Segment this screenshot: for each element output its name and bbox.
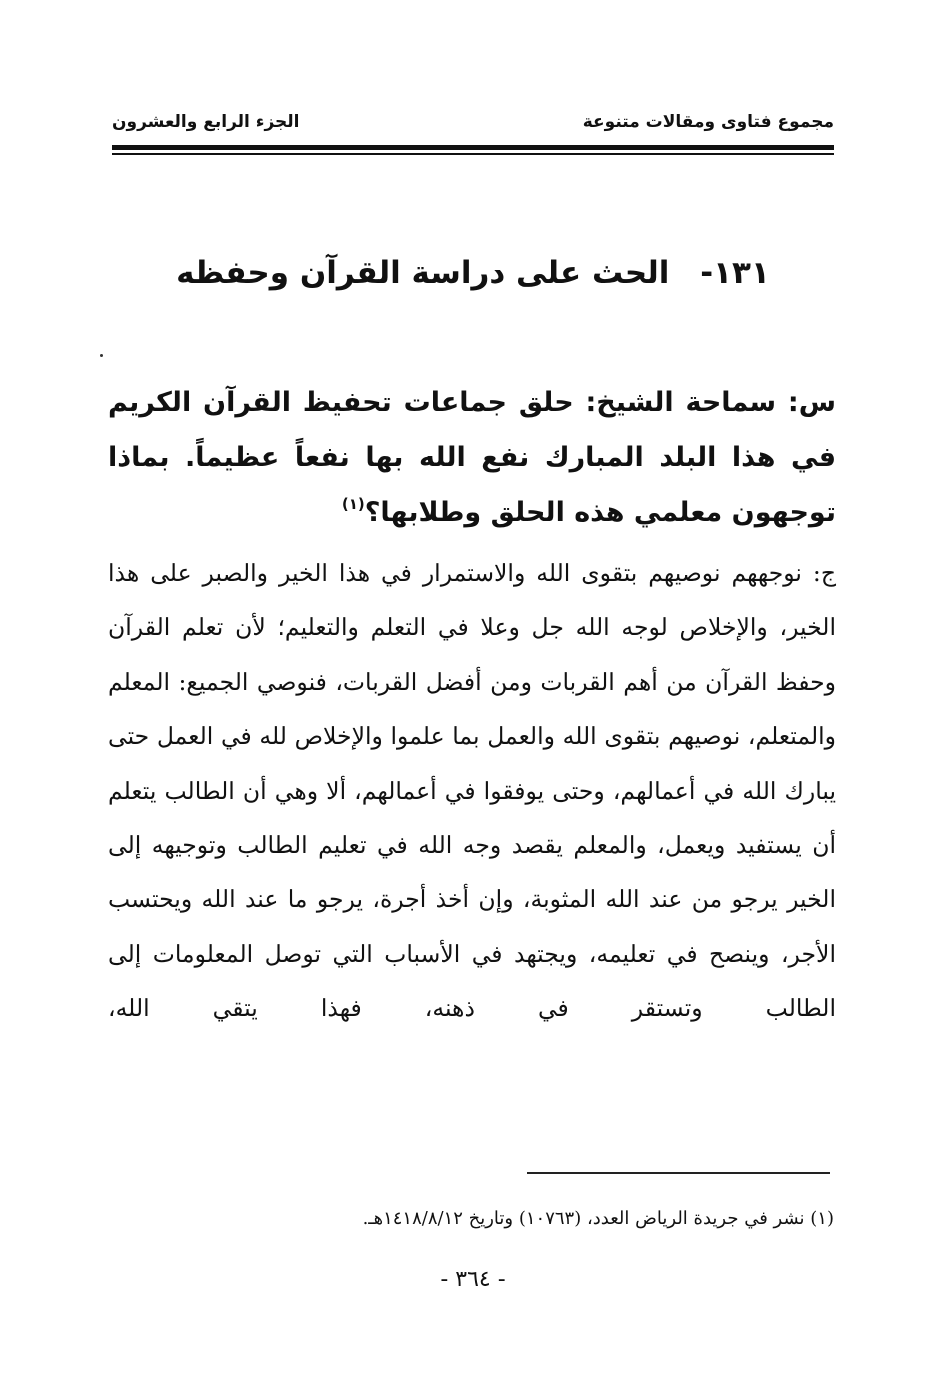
chapter-number: ١٣١- bbox=[700, 255, 770, 291]
page-number: - ٣٦٤ - bbox=[440, 1267, 506, 1292]
footnote-separator bbox=[527, 1172, 830, 1174]
scan-speck bbox=[100, 354, 103, 357]
header-rule-thin bbox=[112, 153, 834, 155]
question-paragraph bbox=[108, 375, 836, 540]
chapter-heading bbox=[112, 248, 834, 298]
chapter-title: الحث على دراسة القرآن وحفظه bbox=[176, 255, 670, 291]
book-title: مجموع فتاوى ومقالات متنوعة bbox=[582, 112, 834, 132]
answer-text: ج: نوجههم نوصيهم بتقوى الله والاستمرار في هذا الخير والصبر على هذا الخير، والإخلاص لوجه الله جل وعلا في التعلم والتعليم؛ لأن تعلم القرآن وحفظ القرآن من أهم القربات ومن أفضل القربات، فنوصي الجميع: المعلم والمتعلم، نوصيهم بتقوى الله والعمل بما علموا والإخلاص لله في العمل حتى يبارك الله في أعمالهم، وحتى يوفقوا في أعمالهم، ألا وهي أن الطالب يتعلم أن يستفيد ويعمل، والمعلم يقصد وجه الله في تعليم الطالب وتوجيهه إلى الخير يرجو من عند الله المثوبة، وإن أخذ أجرة، يرجو ما عند الله ويحتسب الأجر، وينصح في تعليمه، ويجتهد في الأسباب التي توصل المعلومات إلى الطالب وتستقر في ذهنه، فهذا يتقي الله، bbox=[108, 559, 836, 1023]
running-header bbox=[112, 110, 834, 144]
footnote bbox=[112, 1204, 834, 1234]
footnote-text: نشر في جريدة الرياض العدد، (١٠٧٦٣) وتاريخ ١٤١٨/٨/١٢هـ. bbox=[362, 1208, 805, 1229]
question-text: س: سماحة الشيخ: حلق جماعات تحفيظ القرآن الكريم في هذا البلد المبارك نفع الله بها نفعاً عظيماً. بماذا توجهون معلمي هذه الحلق وطلابها؟ bbox=[108, 387, 836, 528]
header-rule-thick bbox=[112, 145, 834, 150]
footnote-reference: (١) bbox=[341, 495, 365, 513]
answer-paragraph bbox=[108, 546, 836, 1036]
volume-label: الجزء الرابع والعشرون bbox=[112, 112, 300, 132]
footnote-marker: (١) bbox=[810, 1208, 834, 1229]
